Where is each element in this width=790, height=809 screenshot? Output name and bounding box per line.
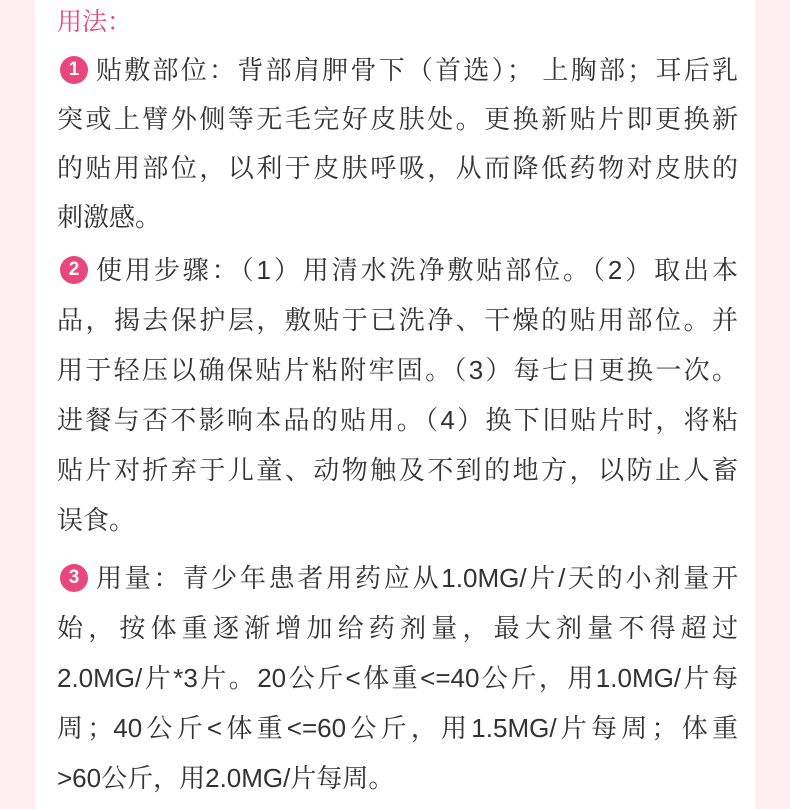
instruction-line: 贴敷部位：背部肩胛骨下（首选）； 上胸部；耳后乳	[96, 55, 738, 85]
instruction-line: 贴片对折弃于儿童、动物触及不到的地方，以防止人畜	[57, 455, 738, 485]
instruction-line: 突或上臂外侧等无毛完好皮肤处。更换新贴片即更换新	[57, 104, 738, 134]
instruction-line: 2.0MG/片*3片。20公斤<体重<=40公斤，用1.0MG/片每	[57, 663, 738, 693]
instruction-line: 误食。	[57, 505, 136, 535]
instruction-item-usage-steps	[57, 245, 738, 545]
instruction-item-application-site	[57, 46, 738, 242]
instruction-line: 品，揭去保护层，敷贴于已洗净、干燥的贴用部位。并	[57, 305, 738, 335]
instruction-line: 进餐与否不影响本品的贴用。（4）换下旧贴片时，将粘	[57, 405, 738, 435]
instruction-line: 使用步骤：（1）用清水洗净敷贴部位。（2）取出本	[96, 255, 738, 285]
instruction-item-dosage	[57, 553, 738, 803]
instruction-line: 用于轻压以确保贴片粘附牢固。（3）每七日更换一次。	[57, 355, 738, 385]
instruction-line: 用量：青少年患者用药应从1.0MG/片/天的小剂量开	[96, 563, 738, 593]
instruction-line: 周；40公斤<体重<=60公斤，用1.5MG/片每周；体重	[57, 713, 738, 743]
instruction-line: 刺激感。	[57, 202, 162, 232]
content-panel	[35, 0, 755, 809]
instruction-line: >60公斤，用2.0MG/片每周。	[57, 763, 395, 793]
item-number-badge: 2	[60, 256, 88, 284]
item-number-badge: 3	[60, 564, 88, 592]
item-number-badge: 1	[60, 56, 88, 84]
usage-title: 用法：	[57, 8, 133, 36]
instruction-line: 的贴用部位，以利于皮肤呼吸，从而降低药物对皮肤的	[57, 153, 738, 183]
instruction-line: 始，按体重逐渐增加给药剂量，最大剂量不得超过	[57, 613, 738, 643]
